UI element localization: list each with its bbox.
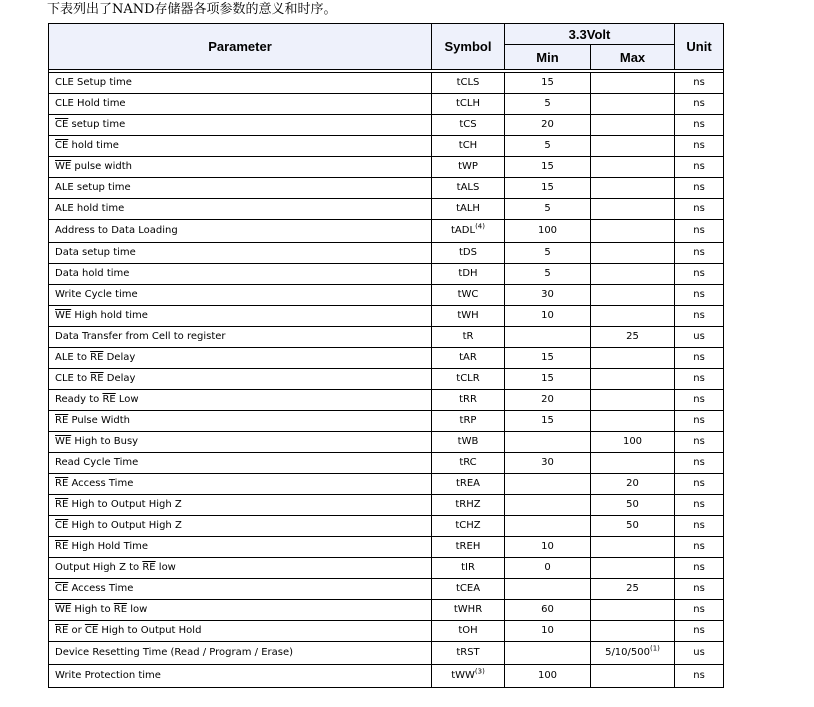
cell-max	[591, 348, 675, 369]
table-row	[49, 327, 724, 348]
footnote-ref: (3)	[474, 667, 485, 676]
cell-min: 15	[505, 157, 591, 178]
cell-max	[591, 390, 675, 411]
symbol-text: tCLH	[456, 98, 480, 109]
cell-min: 5	[505, 136, 591, 157]
cell-parameter	[49, 285, 432, 306]
cell-max	[591, 73, 675, 94]
cell-symbol	[432, 432, 505, 453]
parameter-text: Data hold time	[55, 268, 130, 279]
parameter-text: Data Transfer from Cell to register	[55, 331, 226, 342]
active-low-signal: $\overline{WE}$	[55, 436, 72, 447]
parameter-text: Ready to	[55, 394, 103, 405]
max-text: 50	[626, 520, 639, 531]
symbol-text: tREA	[455, 478, 481, 489]
table-row	[49, 157, 724, 178]
cell-unit: ns	[675, 495, 724, 516]
cell-parameter	[49, 411, 432, 432]
symbol-text: tRST	[456, 647, 480, 658]
cell-min: 5	[505, 243, 591, 264]
cell-unit: ns	[675, 432, 724, 453]
cell-parameter	[49, 474, 432, 495]
cell-parameter	[49, 369, 432, 390]
symbol-text: tCS	[459, 119, 477, 130]
cell-max	[591, 537, 675, 558]
active-low-signal: $\overline{RE}$	[90, 352, 104, 363]
table-row	[49, 642, 724, 665]
parameter-text: Delay	[103, 373, 136, 384]
active-low-signal: $\overline{RE}$	[90, 373, 104, 384]
symbol-text: tAR	[459, 352, 477, 363]
parameter-text: High Hold Time	[68, 541, 149, 552]
cell-parameter	[49, 537, 432, 558]
cell-max	[591, 157, 675, 178]
table-row	[49, 348, 724, 369]
parameter-text: Low	[115, 394, 139, 405]
cell-parameter	[49, 306, 432, 327]
symbol-text: tCHZ	[455, 520, 481, 531]
active-low-signal: $\overline{WE}$	[55, 310, 72, 321]
cell-unit: ns	[675, 600, 724, 621]
symbol-text: tCEA	[455, 583, 481, 594]
footnote-ref: (4)	[475, 222, 485, 231]
cell-symbol	[432, 558, 505, 579]
cell-min	[505, 495, 591, 516]
cell-symbol	[432, 285, 505, 306]
parameter-text: CLE Setup time	[55, 77, 132, 88]
cell-max	[591, 621, 675, 642]
symbol-text: tRHZ	[455, 499, 481, 510]
cell-min	[505, 516, 591, 537]
cell-min: 10	[505, 306, 591, 327]
cell-min: 30	[505, 285, 591, 306]
cell-unit: ns	[675, 474, 724, 495]
cell-symbol	[432, 327, 505, 348]
cell-min: 15	[505, 369, 591, 390]
symbol-text: tALH	[456, 203, 480, 214]
cell-parameter	[49, 579, 432, 600]
symbol-text: tADL	[451, 225, 476, 236]
cell-max	[591, 285, 675, 306]
parameter-text: low	[127, 604, 148, 615]
cell-min: 10	[505, 537, 591, 558]
parameter-text: High to Output Hold	[98, 625, 202, 636]
symbol-text: tCLR	[456, 373, 480, 384]
cell-max	[591, 558, 675, 579]
symbol-text: tR	[462, 331, 474, 342]
parameter-text: ALE hold time	[55, 203, 125, 214]
cell-symbol	[432, 220, 505, 243]
cell-parameter	[49, 665, 432, 688]
cell-unit: ns	[675, 369, 724, 390]
parameter-text: ALE to	[55, 352, 91, 363]
table-row	[49, 411, 724, 432]
cell-min	[505, 474, 591, 495]
cell-min: 15	[505, 411, 591, 432]
cell-max	[591, 495, 675, 516]
cell-max	[591, 136, 675, 157]
cell-parameter	[49, 243, 432, 264]
parameter-text: Delay	[103, 352, 136, 363]
parameter-table	[48, 23, 724, 688]
symbol-text: tRP	[459, 415, 477, 426]
active-low-signal: $\overline{RE}$	[55, 499, 69, 510]
cell-symbol	[432, 369, 505, 390]
table-row	[49, 115, 724, 136]
parameter-text: Write Protection time	[55, 670, 161, 681]
cell-max	[591, 579, 675, 600]
cell-max	[591, 432, 675, 453]
table-row	[49, 94, 724, 115]
active-low-signal: $\overline{RE}$	[142, 562, 156, 573]
cell-min: 100	[505, 220, 591, 243]
cell-max	[591, 220, 675, 243]
cell-parameter	[49, 390, 432, 411]
active-low-signal: $\overline{CE}$	[55, 119, 69, 130]
table-row	[49, 243, 724, 264]
cell-unit: ns	[675, 306, 724, 327]
table-row	[49, 495, 724, 516]
parameter-text: CLE Hold time	[55, 98, 126, 109]
cell-symbol	[432, 537, 505, 558]
cell-parameter	[49, 327, 432, 348]
cell-max	[591, 642, 675, 665]
table-row	[49, 220, 724, 243]
table-row	[49, 432, 724, 453]
cell-symbol	[432, 178, 505, 199]
cell-max	[591, 115, 675, 136]
cell-min: 30	[505, 453, 591, 474]
cell-min	[505, 642, 591, 665]
cell-parameter	[49, 621, 432, 642]
table-body	[49, 70, 724, 688]
cell-min: 10	[505, 621, 591, 642]
cell-symbol	[432, 665, 505, 688]
cell-parameter	[49, 516, 432, 537]
table-row	[49, 73, 724, 94]
table-row	[49, 600, 724, 621]
header-voltage: 3.3Volt	[505, 24, 675, 45]
cell-symbol	[432, 264, 505, 285]
parameter-text: setup time	[68, 119, 126, 130]
parameter-text: High hold time	[71, 310, 148, 321]
cell-parameter	[49, 453, 432, 474]
table-row	[49, 390, 724, 411]
cell-unit: ns	[675, 157, 724, 178]
max-text: 25	[626, 583, 639, 594]
table-row	[49, 537, 724, 558]
symbol-text: tDS	[459, 247, 477, 258]
symbol-text: tALS	[456, 182, 480, 193]
active-low-signal: $\overline{RE}$	[113, 604, 128, 615]
cell-symbol	[432, 94, 505, 115]
active-low-signal: $\overline{RE}$	[102, 394, 116, 405]
cell-min: 15	[505, 178, 591, 199]
cell-max	[591, 600, 675, 621]
symbol-text: tDH	[458, 268, 478, 279]
parameter-text: Data setup time	[55, 247, 136, 258]
cell-symbol	[432, 600, 505, 621]
intro-text: 下表列出了NAND存储器各项参数的意义和时序。	[47, 2, 337, 17]
cell-symbol	[432, 390, 505, 411]
active-low-signal: $\overline{CE}$	[84, 625, 99, 636]
symbol-text: tRC	[459, 457, 477, 468]
cell-unit: us	[675, 642, 724, 665]
symbol-text: tWB	[457, 436, 479, 447]
max-text: 5/10/500	[605, 647, 650, 658]
active-low-signal: $\overline{RE}$	[55, 415, 69, 426]
parameter-text: Pulse Width	[68, 415, 131, 426]
symbol-text: tIR	[461, 562, 475, 573]
cell-min: 100	[505, 665, 591, 688]
cell-unit: ns	[675, 665, 724, 688]
cell-unit: ns	[675, 537, 724, 558]
cell-unit: ns	[675, 411, 724, 432]
table-row	[49, 474, 724, 495]
cell-parameter	[49, 642, 432, 665]
cell-unit: ns	[675, 390, 724, 411]
header-parameter: Parameter	[49, 24, 432, 70]
max-text: 100	[622, 436, 643, 447]
cell-unit: ns	[675, 243, 724, 264]
active-low-signal: $\overline{WE}$	[55, 161, 72, 172]
table-row	[49, 558, 724, 579]
cell-symbol	[432, 642, 505, 665]
max-text: 25	[626, 331, 639, 342]
active-low-signal: $\overline{RE}$	[55, 478, 69, 489]
table-row	[49, 453, 724, 474]
cell-symbol	[432, 348, 505, 369]
parameter-text: Output High Z to	[55, 562, 143, 573]
parameter-text: High to Output High Z	[68, 499, 182, 510]
cell-parameter	[49, 495, 432, 516]
footnote-ref: (1)	[650, 644, 660, 653]
cell-unit: ns	[675, 94, 724, 115]
cell-max	[591, 178, 675, 199]
cell-max	[591, 474, 675, 495]
symbol-text: tREH	[455, 541, 481, 552]
cell-unit: ns	[675, 264, 724, 285]
cell-unit: ns	[675, 516, 724, 537]
parameter-text: Access Time	[68, 583, 134, 594]
cell-min: 5	[505, 199, 591, 220]
parameter-text: Access Time	[68, 478, 134, 489]
cell-parameter	[49, 348, 432, 369]
cell-unit: us	[675, 327, 724, 348]
cell-symbol	[432, 579, 505, 600]
cell-min: 15	[505, 73, 591, 94]
cell-unit: ns	[675, 220, 724, 243]
cell-symbol	[432, 115, 505, 136]
cell-parameter	[49, 220, 432, 243]
cell-unit: ns	[675, 115, 724, 136]
parameter-text: CLE to	[55, 373, 91, 384]
active-low-signal: $\overline{CE}$	[55, 520, 69, 531]
cell-parameter	[49, 432, 432, 453]
symbol-text: tCLS	[456, 77, 480, 88]
parameter-text: hold time	[68, 140, 119, 151]
cell-parameter	[49, 157, 432, 178]
cell-parameter	[49, 73, 432, 94]
cell-min	[505, 432, 591, 453]
active-low-signal: $\overline{RE}$	[55, 625, 69, 636]
header-max: Max	[591, 45, 675, 70]
max-text: 50	[626, 499, 639, 510]
parameter-text: Device Resetting Time (Read / Program / Erase)	[55, 647, 294, 658]
cell-min: 20	[505, 390, 591, 411]
table-row	[49, 621, 724, 642]
cell-min: 5	[505, 94, 591, 115]
symbol-text: tWC	[457, 289, 479, 300]
cell-max	[591, 264, 675, 285]
parameter-text: High to	[71, 604, 114, 615]
cell-symbol	[432, 243, 505, 264]
cell-symbol	[432, 157, 505, 178]
cell-max	[591, 327, 675, 348]
cell-parameter	[49, 94, 432, 115]
cell-symbol	[432, 73, 505, 94]
cell-symbol	[432, 621, 505, 642]
cell-max	[591, 453, 675, 474]
cell-parameter	[49, 178, 432, 199]
cell-unit: ns	[675, 178, 724, 199]
parameter-text: or	[68, 625, 85, 636]
cell-symbol	[432, 306, 505, 327]
cell-unit: ns	[675, 199, 724, 220]
parameter-text: High to Busy	[71, 436, 139, 447]
table-header	[49, 24, 724, 70]
cell-unit: ns	[675, 73, 724, 94]
symbol-text: tWHR	[453, 604, 483, 615]
table-row	[49, 369, 724, 390]
cell-min	[505, 579, 591, 600]
table-row	[49, 306, 724, 327]
cell-symbol	[432, 136, 505, 157]
header-min: Min	[505, 45, 591, 70]
table-row	[49, 264, 724, 285]
parameter-text: pulse width	[71, 161, 132, 172]
cell-symbol	[432, 474, 505, 495]
cell-max	[591, 516, 675, 537]
cell-parameter	[49, 199, 432, 220]
parameter-text: High to Output High Z	[68, 520, 182, 531]
symbol-text: tCH	[458, 140, 478, 151]
cell-parameter	[49, 558, 432, 579]
symbol-text: tWH	[457, 310, 479, 321]
active-low-signal: $\overline{CE}$	[55, 140, 69, 151]
cell-parameter	[49, 136, 432, 157]
cell-symbol	[432, 453, 505, 474]
symbol-text: tOH	[458, 625, 478, 636]
cell-max	[591, 665, 675, 688]
cell-parameter	[49, 264, 432, 285]
cell-max	[591, 306, 675, 327]
cell-max	[591, 411, 675, 432]
cell-max	[591, 94, 675, 115]
table-row	[49, 199, 724, 220]
cell-parameter	[49, 600, 432, 621]
cell-unit: ns	[675, 621, 724, 642]
cell-symbol	[432, 516, 505, 537]
parameter-text: low	[155, 562, 176, 573]
cell-max	[591, 369, 675, 390]
table-row	[49, 516, 724, 537]
cell-max	[591, 199, 675, 220]
active-low-signal: $\overline{RE}$	[55, 541, 69, 552]
cell-unit: ns	[675, 453, 724, 474]
parameter-text: ALE setup time	[55, 182, 131, 193]
cell-min: 0	[505, 558, 591, 579]
cell-min: 60	[505, 600, 591, 621]
parameter-text: Address to Data Loading	[55, 225, 178, 236]
cell-unit: ns	[675, 285, 724, 306]
table-row	[49, 665, 724, 688]
cell-min	[505, 327, 591, 348]
header-unit: Unit	[675, 24, 724, 70]
cell-parameter	[49, 115, 432, 136]
cell-unit: ns	[675, 579, 724, 600]
symbol-text: tWP	[458, 161, 478, 172]
table-row	[49, 579, 724, 600]
table-row	[49, 178, 724, 199]
symbol-text: tRR	[459, 394, 477, 405]
table-row	[49, 285, 724, 306]
cell-min: 5	[505, 264, 591, 285]
cell-unit: ns	[675, 348, 724, 369]
header-symbol: Symbol	[432, 24, 505, 70]
active-low-signal: $\overline{CE}$	[55, 583, 69, 594]
cell-symbol	[432, 199, 505, 220]
cell-min: 20	[505, 115, 591, 136]
symbol-text: tWW	[451, 670, 475, 681]
cell-min: 15	[505, 348, 591, 369]
active-low-signal: $\overline{WE}$	[55, 604, 72, 615]
cell-symbol	[432, 495, 505, 516]
table-row	[49, 136, 724, 157]
cell-unit: ns	[675, 558, 724, 579]
parameter-text: Write Cycle time	[55, 289, 138, 300]
cell-max	[591, 243, 675, 264]
max-text: 20	[626, 478, 639, 489]
parameter-text: Read Cycle Time	[55, 457, 139, 468]
cell-unit: ns	[675, 136, 724, 157]
cell-symbol	[432, 411, 505, 432]
